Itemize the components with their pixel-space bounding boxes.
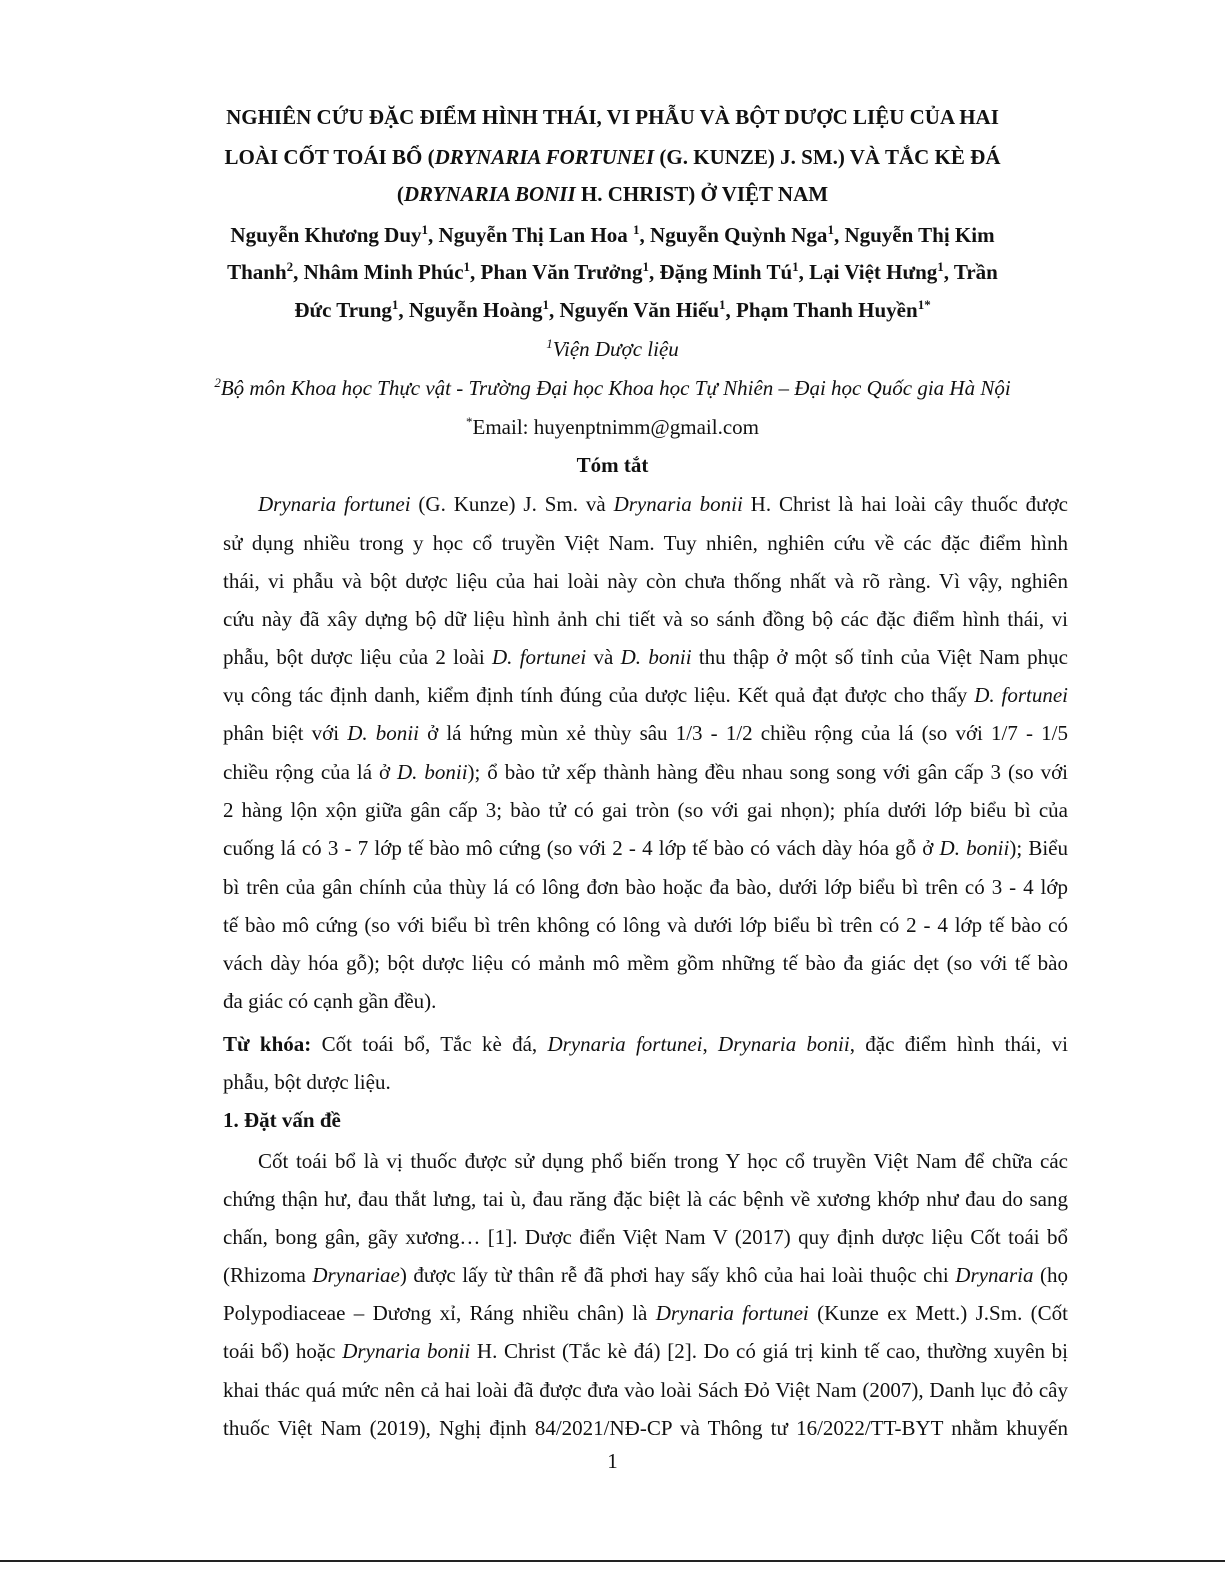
italic-term: Drynaria bonii [718,1032,850,1056]
corresponding-mark: * [466,414,473,429]
abstract-line [223,835,1068,861]
keywords-line [223,1069,1068,1095]
author-name: Thanh [227,260,287,284]
section-1-line [223,1338,1068,1364]
author-name: , Nguyến Văn Hiếu [549,298,719,322]
italic-term: D. fortunei [491,645,587,669]
affiliation-1 [0,336,1225,362]
author-name: , Nhâm Minh Phúc [293,260,464,284]
text-run: thuốc Việt Nam (2019), Nghị định 84/2021/NĐ-CP và Thông tư 16/2022/TT-BYT nhằm khuyến [223,1416,1068,1440]
affiliation-mark: 1 [546,336,553,351]
text-run: vụ công tác định danh, kiểm định tính đúng của dược liệu. Kết quả đạt được cho thấy [223,683,975,707]
text-run: ) được lấy từ thân rễ đã phơi hay sấy khô của hai loài thuộc chi [399,1263,956,1287]
text-run: và [586,645,621,669]
text-run: tế bào mô cứng (so với biểu bì trên không có lông và dưới lớp biểu bì trên có 2 - 4 lớp tế bào có [223,913,1068,937]
abstract-line [223,644,1068,670]
abstract-line [223,759,1068,785]
text-run: cuống lá có 3 - 7 lớp tế bào mô cứng (so với 2 - 4 lớp tế bào có vách dày hóa gỗ ở [223,836,940,860]
text-run: bì trên của gân chính của thùy lá có lông đơn bào hoặc đa bào, dưới lớp biểu bì trên có 3 - 4 lớp [223,875,1068,899]
author-affiliation-mark: 1 [719,297,726,312]
affiliation-2 [0,375,1225,401]
text-run: chiều rộng của lá ở [223,760,398,784]
text-run: (Rhizoma [223,1263,313,1287]
paper-title-line-2 [0,144,1225,170]
text-run: (họ [1033,1263,1069,1287]
abstract-line [223,606,1068,632]
author-affiliation-mark: 1 [633,222,640,237]
corresponding-email [0,414,1225,440]
title-text: H. CHRIST) Ở VIỆT NAM [575,182,829,206]
section-1-line [223,1415,1068,1441]
author-name: , Nguyễn Thị Lan Hoa [428,223,634,247]
section-1-line [223,1224,1068,1250]
text-run: Cốt toái bổ, Tắc kè đá, [311,1032,548,1056]
keywords-line [223,1031,1068,1057]
author-affiliation-mark: 1 [391,297,399,312]
author-affiliation-mark: 1 [421,222,429,237]
section-heading-text: 1. Đặt vấn đề [223,1108,341,1132]
title-text: ( [396,182,404,206]
text-run: chứng thận hư, đau thắt lưng, tai ù, đau răng đặc biệt là các bệnh về xương khớp như đau do sang [223,1187,1068,1211]
text-run: thu thập ở một số tỉnh của Việt Nam phục [691,645,1068,669]
author-name: Nguyễn Khương Duy [230,223,422,247]
text-run: , [702,1032,719,1056]
author-affiliation-mark: 1 [642,259,649,274]
author-affiliation-mark: 1 [937,259,944,274]
italic-term: D. fortunei [974,683,1069,707]
text-run: Polypodiaceae – Dương xỉ, Ráng nhiều chân) là [223,1301,656,1325]
author-name: , Nguyễn Thị Kim [833,223,995,247]
author-name: , Nguyễn Hoàng [398,298,543,322]
page-number-text: 1 [607,1449,618,1473]
title-species-name: DRYNARIA BONII [403,182,576,206]
text-run: sử dụng nhiều trong y học cổ truyền Việt Nam. Tuy nhiên, nghiên cứu về các đặc điểm hình [223,531,1068,555]
italic-term: D. bonii [347,721,419,745]
text-run: thái, vi phẫu và bột dược liệu của hai loài này còn chưa thống nhất và rõ ràng. Vì vậy, nghiên [223,569,1068,593]
author-affiliation-mark: 1* [917,297,931,312]
author-name: , Phan Văn Trưởng [470,260,643,284]
author-name: Đức Trung [294,298,392,322]
page-number [0,1448,1225,1474]
text-run: H. Christ (Tắc kè đá) [2]. Do có giá trị kinh tế cao, thường xuyên bị [470,1339,1068,1363]
author-line [0,259,1225,285]
author-affiliation-mark: 2 [286,259,294,274]
italic-term: D. bonii [620,645,692,669]
paper-title-line-3 [0,181,1225,207]
text-run: vách dày hóa gỗ); bột dược liệu có mảnh mô mềm gồm những tế bào đa giác dẹt (so với tế bào [223,951,1068,975]
text-run: toái bổ) hoặc [223,1339,343,1363]
abstract-line [223,912,1068,938]
bottom-rule [0,1560,1225,1562]
italic-term: Drynaria bonii [342,1339,471,1363]
text-run: Cốt toái bổ là vị thuốc được sử dụng phổ biến trong Y học cổ truyền Việt Nam để chữa các [258,1149,1068,1173]
text-run: H. Christ là hai loài cây thuốc được [742,492,1068,516]
italic-term: D. bonii [397,760,468,784]
title-text: (G. KUNZE) J. SM.) VÀ TẮC KÈ ĐÁ [654,145,1001,169]
author-line [0,222,1225,248]
author-name: , Trần [943,260,998,284]
section-1-line [223,1300,1068,1326]
abstract-line [223,874,1068,900]
italic-term: Drynariae [312,1263,400,1287]
abstract-line [223,950,1068,976]
text-run: đa giác có cạnh gần đều). [223,989,437,1013]
text-run: ); Biểu [1009,836,1069,860]
italic-term: Drynaria fortunei [547,1032,703,1056]
author-affiliation-mark: 1 [792,259,799,274]
affiliation-text: Viện Dược liệu [552,337,679,361]
author-affiliation-mark: 1 [827,222,834,237]
text-run: ); ổ bào tử xếp thành hàng đều nhau song song với gân cấp 3 (so với [467,760,1069,784]
abstract-heading-text: Tóm tắt [576,453,649,477]
affiliation-text: Bộ môn Khoa học Thực vật - Trường Đại học Khoa học Tự Nhiên – Đại học Quốc gia Hà Nội [220,376,1011,400]
abstract-heading [0,452,1225,478]
author-affiliation-mark: 1 [463,259,471,274]
email-text: Email: huyenptnimm@gmail.com [472,415,759,439]
text-run: cứu này đã xây dựng bộ dữ liệu hình ảnh chi tiết và so sánh đồng bộ các đặc điểm hình thái, vi [223,607,1068,631]
section-1-line [223,1186,1068,1212]
section-1-line [223,1377,1068,1403]
text-run: khai thác quá mức nên cả hai loài đã được đưa vào loài Sách Đỏ Việt Nam (2007), Danh lục đỏ cây [223,1378,1068,1402]
author-name: , Đặng Minh Tú [648,260,793,284]
title-species-name: DRYNARIA FORTUNEI [434,145,655,169]
text-run: 2 hàng lộn xộn giữa gân cấp 3; bào tử có gai tròn (so với gai nhọn); phía dưới lớp biểu bì của [223,798,1068,822]
section-1-heading [223,1107,1068,1133]
text-run: ở lá hứng mùn xẻ thùy sâu 1/3 - 1/2 chiều rộng của lá (so với 1/7 - 1/5 [418,721,1068,745]
title-text: NGHIÊN CỨU ĐẶC ĐIỂM HÌNH THÁI, VI PHẪU VÀ BỘT DƯỢC LIỆU CỦA HAI [226,105,999,129]
italic-term: Drynaria fortunei [258,492,411,516]
section-1-line [258,1148,1068,1174]
abstract-line [223,568,1068,594]
title-text: LOÀI CỐT TOÁI BỔ ( [224,145,435,169]
italic-term: Drynaria [955,1263,1034,1287]
text-run: phân biệt với [223,721,348,745]
abstract-line [223,720,1068,746]
italic-term: Drynaria fortunei [655,1301,809,1325]
text-run: phẫu, bột dược liệu. [223,1070,391,1094]
text-run: (Kunze ex Mett.) J.Sm. (Cốt [808,1301,1068,1325]
author-affiliation-mark: 1 [542,297,550,312]
abstract-line [258,491,1068,517]
abstract-line [223,797,1068,823]
abstract-line [223,988,1068,1014]
abstract-line [223,530,1068,556]
bold-label: Từ khóa: [223,1032,312,1056]
author-line [0,297,1225,323]
text-run: (G. Kunze) J. Sm. và [410,492,614,516]
affiliation-mark: 2 [214,375,221,390]
section-1-line [223,1262,1068,1288]
paper-title-line-1 [0,104,1225,130]
italic-term: D. bonii [939,836,1010,860]
abstract-line [223,682,1068,708]
text-run: phẫu, bột dược liệu của 2 loài [223,645,492,669]
author-name: , Lại Việt Hưng [798,260,938,284]
text-run: chấn, bong gân, gãy xương… [1]. Dược điển Việt Nam V (2017) quy định dược liệu Cốt toái bổ [223,1225,1068,1249]
author-name: , Nguyễn Quỳnh Nga [639,223,828,247]
author-name: , Phạm Thanh Huyền [725,298,918,322]
text-run: , đặc điểm hình thái, vi [849,1032,1069,1056]
italic-term: Drynaria bonii [613,492,743,516]
